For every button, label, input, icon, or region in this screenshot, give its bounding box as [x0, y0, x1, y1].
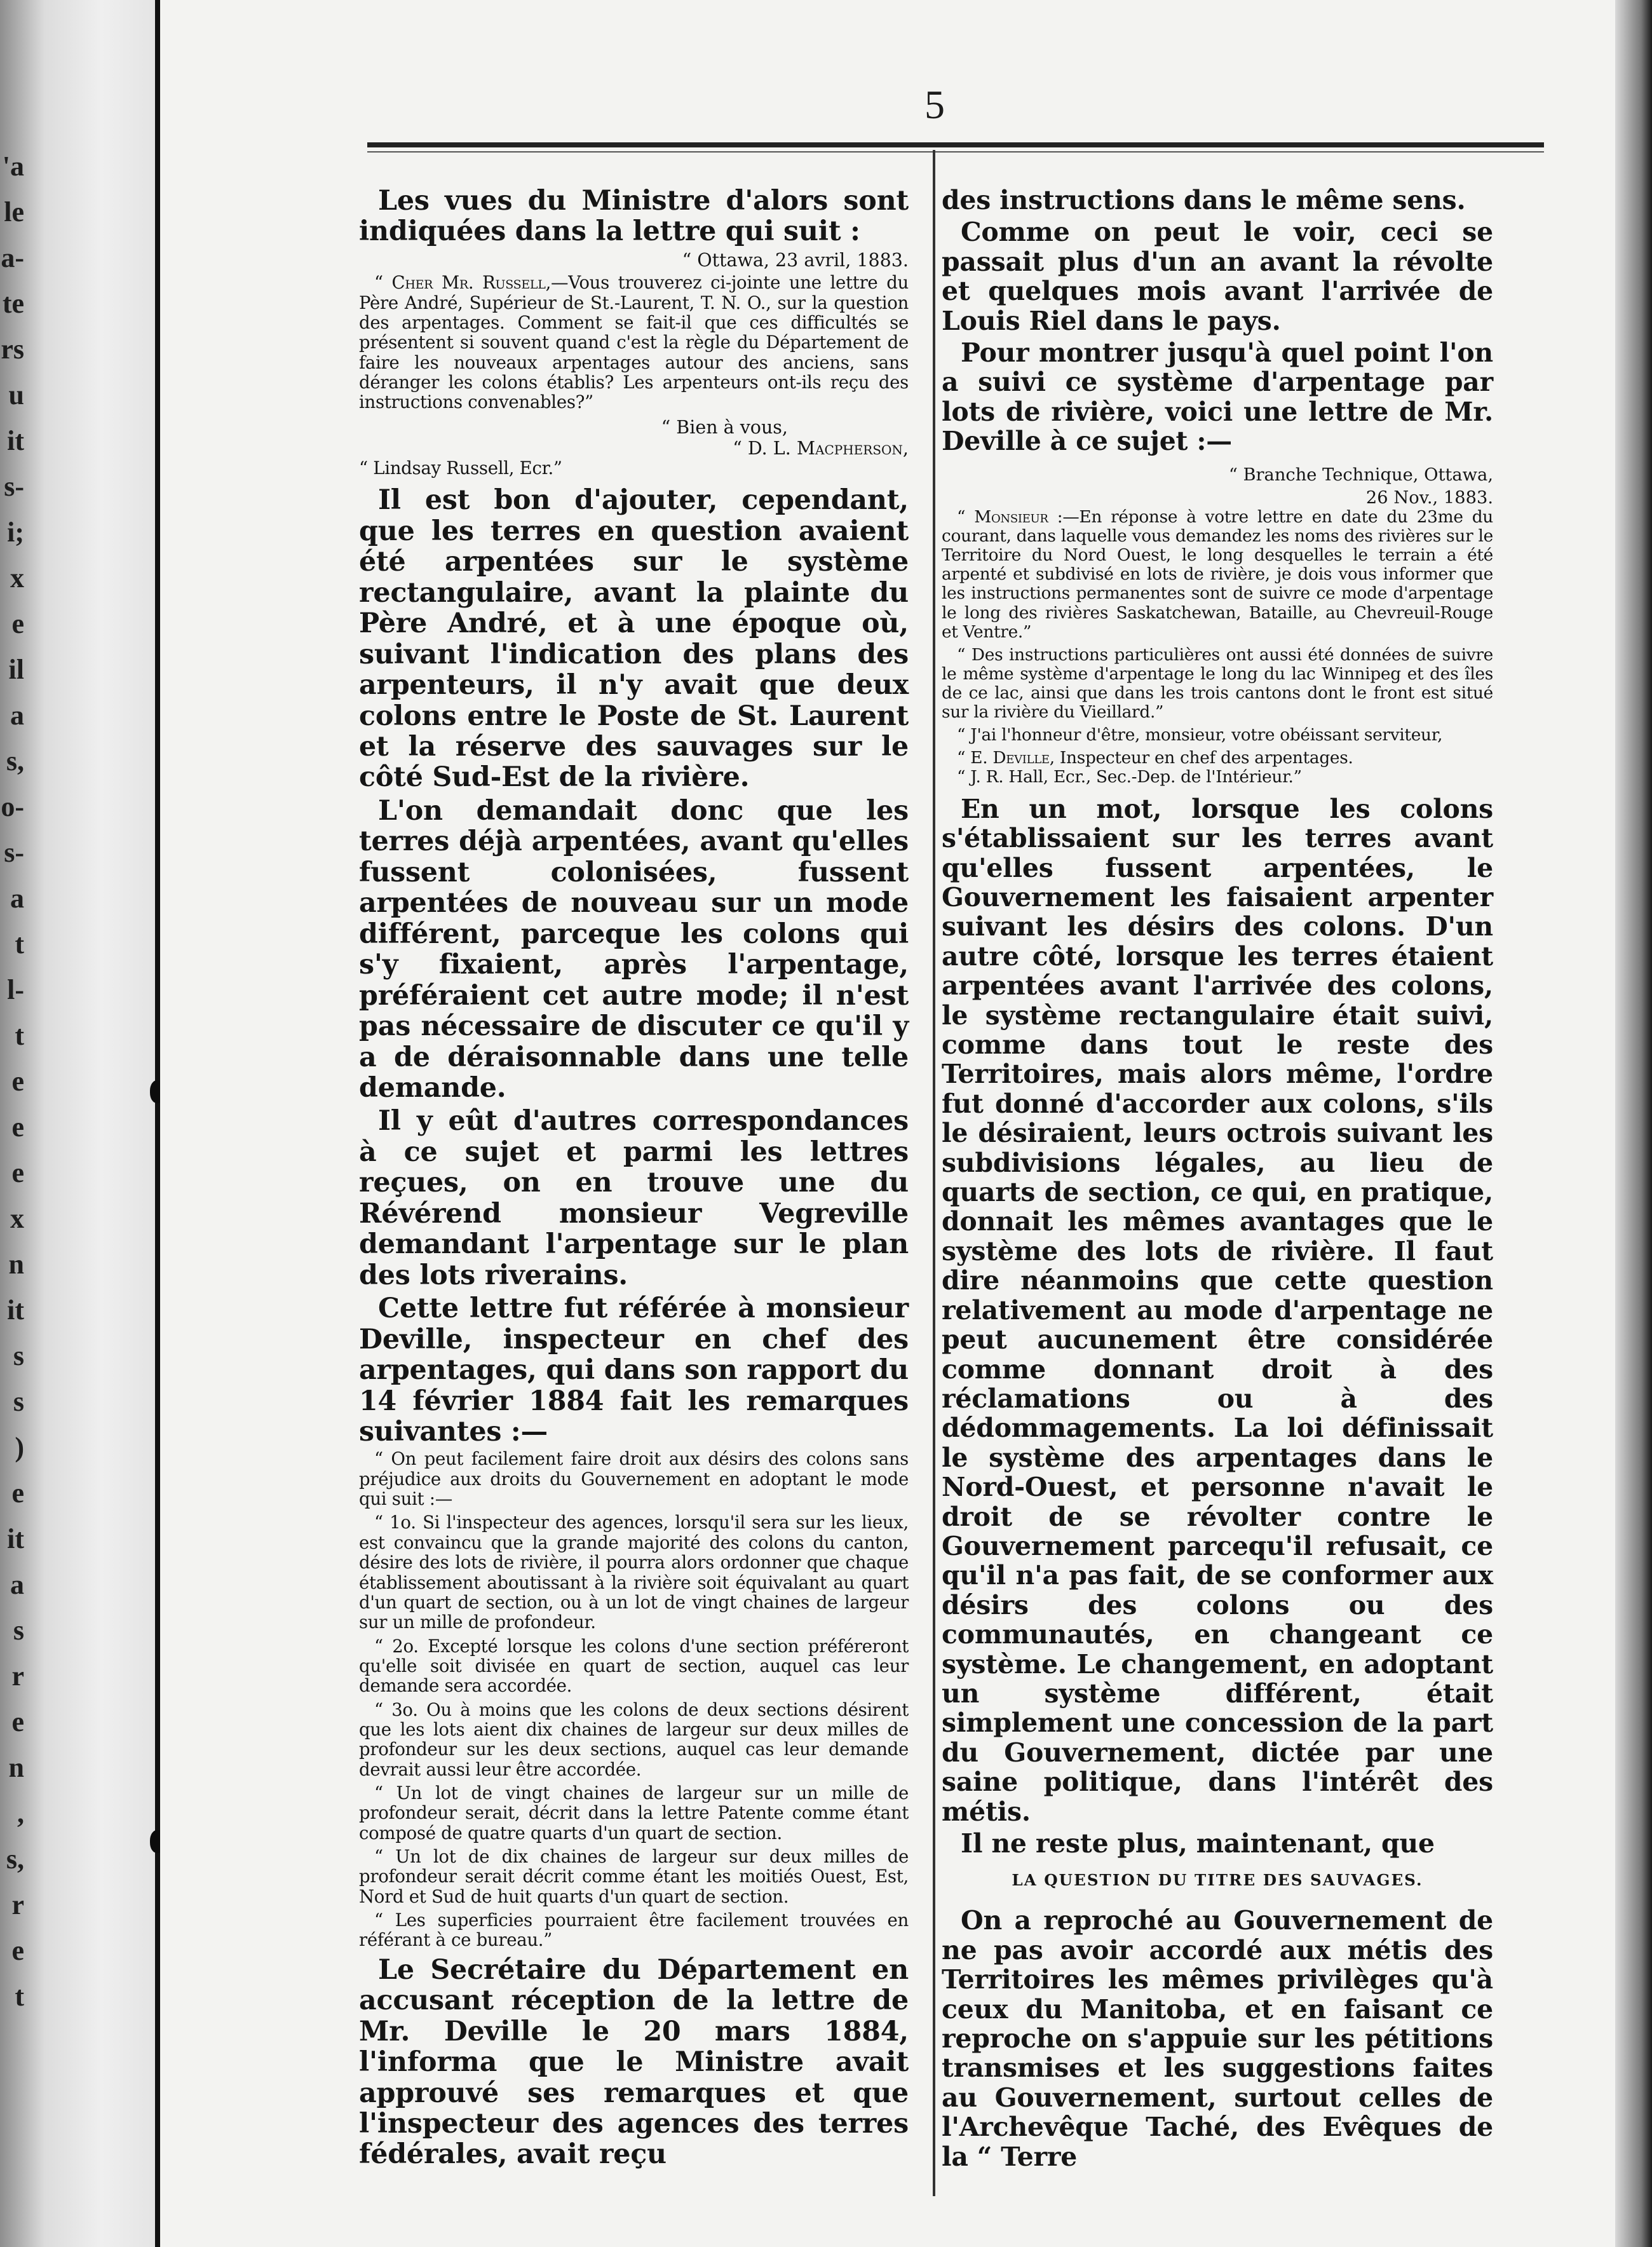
paragraph: On a reproché au Gouvernement de ne pas avoir accordé aux métis des Territoires les mêmes privilèges qu'à ceux du Manitoba, et en faisant ce reproche on s'appuie sur les pétitions transmises et les suggestions faites au Gouvernement, surtout celles de l'Archevêque Taché, des Evêques de la “ Terre: [942, 1905, 1493, 2172]
letter-addressee: “ Lindsay Russell, Ecr.”: [359, 458, 562, 479]
margin-fragment: u: [8, 379, 24, 411]
margin-fragment: it: [7, 425, 24, 456]
margin-fragment: e: [11, 1066, 24, 1097]
letter-body: [942, 508, 1493, 641]
margin-fragment: a: [10, 883, 24, 914]
letter-text: —Vous trouverez ci-jointe une lettre du Père André, Supérieur de St.-Laurent, T. N. O., sur la question des arpentages. Comment se fait-il que ces difficultés se présentent si souvent quand c'est la règle du Département de faire les nouveaux arpentages autour des anciens, sans déranger les colons établis? Les arpenteurs ont-ils reçu des instructions convenables?”: [359, 273, 909, 413]
margin-fragment: e: [11, 1706, 24, 1737]
letter-paragraph: “ Des instructions particulières ont aussi été données de suivre le même système d'arpentage le long du lac Winnipeg et des îles de ce lac, ainsi que dans les trois cantons dont le front est situé sur la rivière du Vieillard.”: [942, 645, 1493, 722]
margin-fragment: i;: [7, 517, 24, 548]
letter-recipient: “ J. R. Hall, Ecr., Sec.-Dep. de l'Intérieur.”: [957, 767, 1302, 787]
margin-fragment: s,: [6, 1843, 24, 1875]
letter-paragraph: “ J'ai l'honneur d'être, monsieur, votre obéissant serviteur,: [957, 725, 1443, 745]
margin-fragment: e: [11, 1477, 24, 1509]
margin-fragment: r: [11, 1660, 24, 1692]
paragraph: Le Secrétaire du Département en accusant réception de la lettre de Mr. Deville le 20 mars 1884, l'informa que le Ministre avait approuvé ses remarques et que l'inspecteur des agences des terres fédérales, avait reçu: [359, 1953, 909, 2171]
margin-fragment: e: [11, 608, 24, 639]
paragraph: Il est bon d'ajouter, cependant, que les terres en question avaient été arpentées sur le système rectangulaire, avant la plainte du Père André, et à une époque où, suivant l'indication des plans des arpenteurs, il n'y avait que deux colons entre le Poste de St. Laurent et la réserve des sauvages sur le côté Sud-Est de la rivière.: [359, 484, 909, 794]
margin-fragment: le: [4, 196, 24, 227]
margin-fragment: l-: [7, 974, 24, 1005]
right-column: [942, 186, 1493, 2174]
margin-fragment: s: [13, 1340, 24, 1371]
margin-fragment: rs: [1, 334, 24, 365]
page-number: 5: [924, 82, 945, 127]
margin-fragment: s-: [4, 837, 24, 868]
quoted-paragraph: “ On peut facilement faire droit aux désirs des colons sans préjudice aux droits du Gouvernement en adoptant le mode qui suit :—: [359, 1449, 909, 1510]
paragraph: Pour montrer jusqu'à quel point l'on a suivi ce système d'arpentage par lots de rivière, voici une lettre de Mr. Deville à ce sujet :—: [942, 337, 1493, 457]
adjacent-page-sliver: [0, 0, 156, 2247]
margin-fragment: a: [10, 1569, 24, 1600]
margin-fragment: ): [15, 1432, 24, 1463]
margin-fragment: a: [10, 700, 24, 731]
letter-signature: [942, 749, 1493, 768]
quoted-paragraph: “ Les superficies pourraient être facilement trouvées en référant à ce bureau.”: [359, 1910, 909, 1951]
margin-fragment: e: [11, 1935, 24, 1966]
quoted-paragraph: “ 1o. Si l'inspecteur des agences, lorsqu'il sera sur les lieux, est convaincu que la grande majorité des colons du canton, désire des lots de rivière, il pourra alors ordonner que chaque établissement aboutissant à la rivière soit équivalant au quart d'un quart de section, ou à un lot de vingt chaines de largeur sur un mille de profondeur.: [359, 1512, 909, 1633]
header-rule-thin: [367, 151, 1544, 153]
section-heading: LA QUESTION DU TITRE DES SAUVAGES.: [1012, 1871, 1423, 1890]
left-column: [359, 186, 909, 2173]
margin-fragment: s-: [4, 471, 24, 502]
quoted-paragraph: “ Un lot de dix chaines de largeur sur deux milles de profondeur serait décrit comme étant les moitiés Ouest, Est, Nord et Sud de huit quarts d'un quart de section.: [359, 1846, 909, 1907]
letter-body: [359, 273, 909, 412]
quoted-paragraph: “ 2o. Excepté lorsque les colons d'une section préféreront qu'elle soit divisée en quart de section, auquel cas leur demande sera accordée.: [359, 1636, 909, 1697]
paragraph: Cette lettre fut référée à monsieur Deville, inspecteur en chef des arpentages, qui dans son rapport du 14 février 1884 fait les remarques suivantes :—: [359, 1293, 909, 1448]
margin-fragment: x: [10, 562, 24, 594]
margin-fragment: ,: [17, 1798, 24, 1829]
margin-fragment: t: [15, 1981, 24, 2012]
margin-fragment: s: [13, 1386, 24, 1417]
paragraph: Il y eût d'autres correspondances à ce sujet et parmi les lettres reçues, on en trouve une du Révérend monsieur Vegreville demandant l'arpentage sur le plan des lots riverains.: [359, 1105, 909, 1291]
margin-fragment: s,: [6, 745, 24, 777]
margin-fragment: t: [15, 1020, 24, 1051]
signature-title: Inspecteur en chef des arpentages.: [1054, 748, 1353, 768]
margin-fragment: 'a: [2, 151, 24, 182]
paragraph: L'on demandait donc que les terres déjà arpentées, avant qu'elles fussent colonisées, fussent arpentées de nouveau sur un mode différent, parceque les colons qui s'y fixaient, après l'arpentage, préféraient cet autre mode; il n'est pas nécessaire de discuter ce qu'il y a de déraisonnable dans une telle demande.: [359, 794, 909, 1104]
binding-line: [155, 0, 160, 2247]
margin-fragment: it: [7, 1523, 24, 1554]
paragraph: En un mot, lorsque les colons s'établissaient sur les terres avant qu'elles fussent arpentées, le Gouvernement les faisaient arpenter suivant les désirs des colons. D'un autre côté, lorsque les terres étaient arpentées avant l'arrivée des colons, le système rectangulaire était suivi, comme dans tout le reste des Territoires, mais alors même, l'ordre fut donné d'accorder aux colons, s'ils le désiraient, leurs octrois suivant les subdivisions légales, au lieu de quarts de section, ce qui, en pratique, donnait les mêmes avantages que le système des lots de rivière. Il faut dire néanmoins que cette question relativement au mode d'arpentage ne peut aucunement être considérée comme donnant droit à des réclamations ou à des dédommagements. La loi définissait le système des arpentages dans le Nord-Ouest, et personne n'avait le droit de se révolter contre le Gouvernement parcequ'il refusait, ce qu'il n'a pas fait, de se conformer aux désirs des colons ou des communautés, en changeant ce système. Le changement, en adoptant un système différent, était simplement une concession de la part du Gouvernement, dictée par une saine politique, dans l'intérêt des métis.: [942, 793, 1493, 1827]
letter-closing: “ Bien à vous,: [661, 416, 788, 438]
letter-salutation: “ Cher Mr. Russell,: [374, 273, 552, 294]
margin-fragment: o-: [1, 791, 24, 822]
margin-fragment: te: [2, 288, 24, 319]
margin-fragment: x: [10, 1203, 24, 1234]
margin-fragment: n: [8, 1752, 24, 1783]
paragraph: Les vues du Ministre d'alors sont indiquées dans la lettre qui suit :: [359, 185, 909, 248]
signature-name: “ E. Deville,: [957, 748, 1055, 768]
margin-fragment: r: [11, 1889, 24, 1920]
quoted-paragraph: “ 3o. Ou à moins que les colons de deux sections désirent que les lots aient dix chaines de largeur sur deux milles de profondeur sur les deux sections, auquel cas leur demande devrait aussi leur être accordée.: [359, 1699, 909, 1780]
margin-fragment: s: [13, 1615, 24, 1646]
paragraph: des instructions dans le même sens.: [942, 185, 1466, 215]
margin-fragment: t: [15, 928, 24, 960]
margin-fragment: il: [8, 654, 24, 685]
letter-signature: “ D. L. Macpherson,: [733, 437, 909, 459]
letter-text: —En réponse à votre lettre en date du 23me du courant, dans laquelle vous demandez les noms des rivières sur le Territoire du Nord Ouest, le long desquelles le terrain a été arpenté et subdivisé en lots de rivière, je dois vous informer que les instructions permanentes sont de suivre ce mode d'arpentage le long des rivières Saskatchewan, Bataille, au Chevreuil-Rouge et Ventre.”: [942, 508, 1493, 642]
letter-salutation: “ Monsieur :: [957, 508, 1063, 527]
margin-fragment: a-: [1, 242, 24, 273]
quoted-paragraph: “ Un lot de vingt chaines de largeur sur un mille de profondeur serait, décrit dans la lettre Patente comme étant composé de quatre quarts d'un quart de section.: [359, 1782, 909, 1843]
margin-fragment: e: [11, 1157, 24, 1188]
letter-dateline: “ Ottawa, 23 avril, 1883.: [682, 249, 909, 271]
letter-dateline: “ Branche Technique, Ottawa,: [1228, 465, 1493, 485]
column-divider: [933, 150, 935, 2196]
margin-fragment: n: [8, 1249, 24, 1280]
paragraph: Comme on peut le voir, ceci se passait plus d'un an avant la révolte et quelques mois avant l'arrivée de Louis Riel dans le pays.: [942, 217, 1493, 336]
paragraph: Il ne reste plus, maintenant, que: [961, 1828, 1435, 1859]
header-rule: [367, 142, 1544, 147]
page-edge: [1615, 0, 1652, 2247]
letter-date: 26 Nov., 1883.: [1365, 487, 1493, 508]
margin-fragment: e: [11, 1111, 24, 1143]
margin-fragment: it: [7, 1294, 24, 1326]
